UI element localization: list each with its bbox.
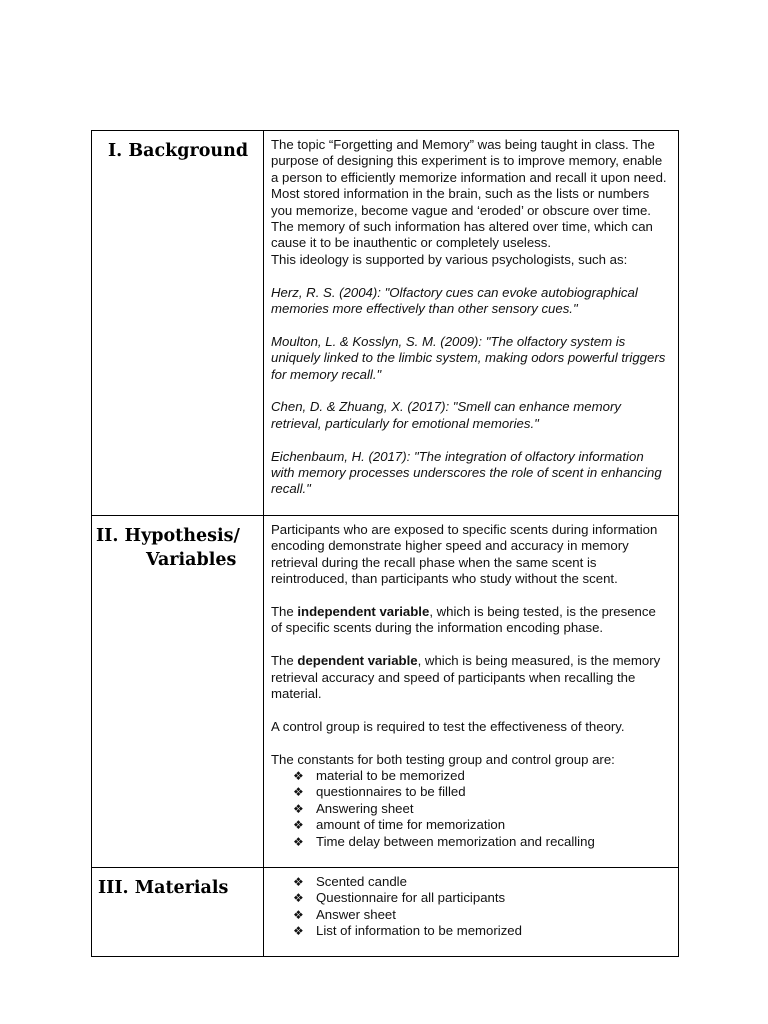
constant-label: material to be memorized [316,768,465,784]
dependent-variable-text [271,653,670,702]
list-item [293,817,670,833]
list-item [293,890,670,906]
constants-list [271,768,670,850]
background-supported-line: This ideology is supported by various psychologists, such as: [271,251,628,267]
list-item [293,907,670,923]
quote-herz: Herz, R. S. (2004): "Olfactory cues can evoke autobiographical memories more effectively than other sensory cues." [271,284,638,317]
diamond-bullet-icon: ❖ [293,924,304,939]
hypothesis-content [264,516,679,868]
control-group-text: A control group is required to test the effectiveness of theory. [271,718,625,734]
list-item [293,768,670,784]
diamond-bullet-icon: ❖ [293,769,304,784]
diamond-bullet-icon: ❖ [293,891,304,906]
list-item [293,874,670,890]
materials-row [92,868,679,957]
hypothesis-heading: II. Hypothesis/ [96,526,240,546]
independent-post: , which is being tested, is the presence of specific scents during the information encoding phase. [271,604,656,636]
hypothesis-text: Participants who are exposed to specific scents during information encoding demonstrate higher speed and accuracy in memory retrieval during the recall phase when the same scent is reintroduced, than participants who study without the scent. [271,522,658,587]
list-item [293,923,670,939]
diamond-bullet-icon: ❖ [293,818,304,833]
independent-variable-text [271,604,670,637]
constant-label: Time delay between memorization and recalling [316,833,595,849]
dependent-variable-term: dependent variable [297,653,418,669]
diamond-bullet-icon: ❖ [293,875,304,889]
background-heading-cell [92,131,264,516]
material-label: Answer sheet [316,906,396,922]
background-content [264,131,679,516]
independent-variable-term: independent variable [297,604,430,620]
materials-heading: III. Materials [98,878,229,898]
constant-label: questionnaires to be filled [316,784,466,800]
dependent-pre: The [271,653,298,669]
materials-heading-cell [92,868,264,957]
diamond-bullet-icon: ❖ [293,907,304,922]
variables-heading: Variables [146,550,237,570]
constants-intro: The constants for both testing group and control group are: [271,751,615,767]
background-intro [271,137,670,268]
materials-list [271,874,670,940]
hypothesis-row [92,516,679,868]
diamond-bullet-icon: ❖ [293,785,304,800]
diamond-bullet-icon: ❖ [293,801,304,816]
material-label: Scented candle [316,874,407,889]
hypothesis-heading-cell [92,516,264,868]
list-item [293,801,670,817]
background-intro-paragraph: The topic “Forgetting and Memory” was being taught in class. The purpose of designing this experiment is to improve memory, enable a person to efficiently memorize information and recall it upon need. Most stored information in the brain, such as the lists or numbers you memorize, become vague and ‘eroded’ or obscure over time. The memory of such information has altered over time, which can cause it to be inauthentic or completely useless. [271,137,667,251]
material-label: Questionnaire for all participants [316,890,506,906]
constant-label: Answering sheet [316,800,414,816]
background-heading: I. Background [108,141,249,161]
list-item [293,834,670,850]
experiment-table [91,130,679,957]
dependent-post: , which is being measured, is the memory retrieval accuracy and speed of participants when recalling the material. [271,653,661,702]
quote-eichenbaum: Eichenbaum, H. (2017): "The integration of olfactory information with memory processes underscores the role of scent in enhancing recall." [271,448,662,497]
quote-moulton: Moulton, L. & Kosslyn, S. M. (2009): "The olfactory system is uniquely linked to the limbic system, making odors powerful triggers for memory recall." [271,333,666,382]
list-item [293,784,670,800]
constant-label: amount of time for memorization [316,817,506,833]
materials-content [264,868,679,957]
material-label: List of information to be memorized [316,923,522,939]
background-row [92,131,679,516]
independent-pre: The [271,604,298,620]
quote-chen: Chen, D. & Zhuang, X. (2017): "Smell can enhance memory retrieval, particularly for emotional memories." [271,399,621,431]
diamond-bullet-icon: ❖ [293,834,304,849]
